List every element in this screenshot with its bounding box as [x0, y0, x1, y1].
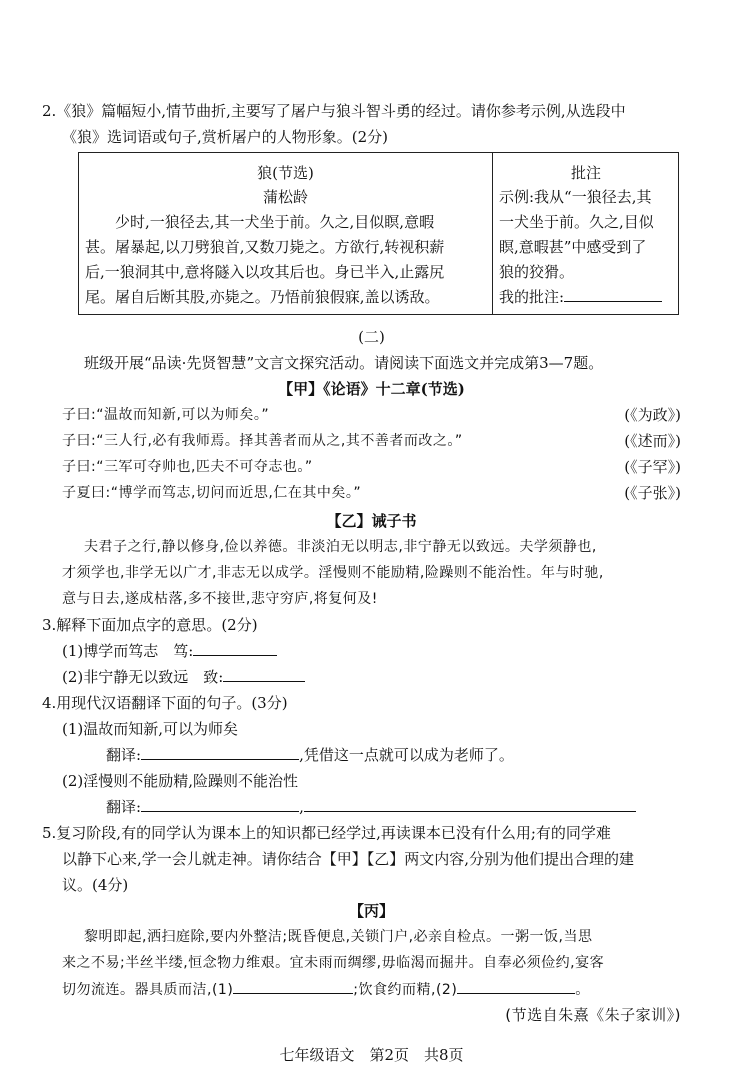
bing-line3-part1: 切勿流连。器具质而洁,(1)	[62, 982, 234, 998]
excerpt-author: 蒲松龄	[262, 188, 308, 206]
q4-translate-label-1: 翻译:	[106, 746, 142, 764]
jia-title: 【甲】《论语》十二章(节选)	[278, 380, 465, 398]
excerpt-cell	[79, 153, 493, 315]
q4-answer-blank-1[interactable]	[141, 745, 299, 760]
q2-line2: 《狼》选词语或句子,赏析屠户的人物形象。(2分)	[62, 128, 389, 146]
wolf-excerpt-table	[78, 152, 679, 315]
my-annotation-row	[499, 287, 662, 307]
bing-text-line: 来之不易;半丝半缕,恒念物力维艰。宜未雨而绸缪,毋临渴而掘井。自奉必须俭约,宴客	[62, 955, 605, 971]
q3-answer-blank-2[interactable]	[223, 667, 305, 682]
bing-line3-part2: ;饮食约而精,(2)	[353, 982, 458, 998]
section-intro: 班级开展“品读·先贤智慧”文言文探究活动。请阅读下面选文并完成第3—7题。	[84, 354, 604, 372]
bing-source: (节选自朱熹《朱子家训》)	[505, 1006, 681, 1024]
bing-line3-end: 。	[575, 982, 590, 998]
q4-translate-label-2: 翻译:	[106, 798, 142, 816]
annotation-example-line: 瞑,意暇甚”中感受到了	[499, 238, 647, 256]
analects-quote: 子曰:“三军可夺帅也,匹夫不可夺志也。”	[62, 459, 313, 475]
q3-answer-blank-1[interactable]	[193, 641, 277, 656]
q5-line3: 议。(4分)	[62, 876, 129, 894]
section-heading: (二)	[358, 328, 385, 346]
annotation-header: 批注	[570, 164, 601, 182]
excerpt-line: 少时,一狼径去,其一犬坐于前。久之,目似瞑,意暇	[115, 213, 435, 231]
q4-stem: 4.用现代汉语翻译下面的句子。(3分)	[42, 694, 288, 712]
bing-text-line-3	[62, 979, 590, 1000]
bing-title: 【丙】	[348, 902, 394, 920]
analects-source: (《为政》)	[624, 406, 681, 424]
q3-item2-label: (2)非宁静无以致远 致:	[62, 668, 224, 686]
analects-source: (《子张》)	[624, 484, 681, 502]
excerpt-line: 后,一狼洞其中,意将隧入以攻其后也。身已半入,止露尻	[85, 263, 445, 281]
q2-line1: 2.《狼》篇幅短小,情节曲折,主要写了屠户与狼斗智斗勇的经过。请你参考示例,从选段中	[42, 102, 626, 120]
q3-item2	[62, 667, 305, 687]
q4-answer-blank-2[interactable]	[141, 797, 299, 812]
q5-line2: 以静下心来,学一会儿就走神。请你结合【甲】【乙】两文内容,分别为他们提出合理的建	[62, 850, 635, 868]
q3-item1-label: (1)博学而笃志 笃:	[62, 642, 194, 660]
bing-answer-blank-1[interactable]	[233, 979, 353, 994]
excerpt-line: 尾。屠自后断其股,亦毙之。乃悟前狼假寐,盖以诱敌。	[85, 288, 440, 306]
yi-title: 【乙】诫子书	[326, 512, 417, 530]
annotation-example-line: 一犬坐于前。久之,目似	[499, 213, 654, 231]
yi-text-line: 才须学也,非学无以广才,非志无以成学。淫慢则不能励精,险躁则不能治性。年与时驰,	[62, 565, 604, 581]
q3-item1	[62, 641, 277, 661]
my-annotation-label: 我的批注:	[499, 288, 565, 306]
q4-item1: (1)温故而知新,可以为师矣	[62, 720, 239, 738]
q4-translation-1	[106, 745, 514, 765]
bing-answer-blank-2[interactable]	[457, 979, 575, 994]
analects-quote: 子夏曰:“博学而笃志,切问而近思,仁在其中矣。”	[62, 485, 362, 501]
analects-source: (《述而》)	[624, 432, 681, 450]
excerpt-title: 狼(节选)	[257, 164, 314, 182]
excerpt-line: 甚。屠暴起,以刀劈狼首,又数刀毙之。方欲行,转视积薪	[85, 238, 445, 256]
annotation-cell	[493, 153, 679, 315]
my-annotation-blank[interactable]	[564, 287, 662, 302]
q4-answer-blank-3[interactable]	[304, 797, 636, 812]
q3-stem: 3.解释下面加点字的意思。(2分)	[42, 616, 258, 634]
q4-translation-tail: ,凭借这一点就可以成为老师了。	[299, 746, 514, 764]
q5-line1: 5.复习阶段,有的同学认为课本上的知识都已经学过,再读课本已没有什么用;有的同学难	[42, 824, 611, 842]
bing-text-line: 黎明即起,洒扫庭除,要内外整洁;既昏便息,关锁门户,必亲自检点。一粥一饭,当思	[84, 929, 593, 945]
q4-item2: (2)淫慢则不能励精,险躁则不能治性	[62, 772, 299, 790]
yi-text-line: 夫君子之行,静以修身,俭以养德。非淡泊无以明志,非宁静无以致远。夫学须静也,	[84, 539, 597, 555]
analects-quote: 子曰:“温故而知新,可以为师矣。”	[62, 407, 270, 423]
analects-source: (《子罕》)	[624, 458, 681, 476]
q4-translation-2	[106, 797, 636, 817]
analects-quote: 子曰:“三人行,必有我师焉。择其善者而从之,其不善者而改之。”	[62, 433, 463, 449]
annotation-example-line: 示例:我从“一狼径去,其	[499, 188, 652, 206]
q4-comma: ,	[299, 798, 304, 816]
page-footer: 七年级语文 第2页 共8页	[279, 1046, 464, 1064]
yi-text-line: 意与日去,遂成枯落,多不接世,悲守穷庐,将复何及!	[62, 591, 378, 607]
annotation-example-line: 狼的狡猾。	[499, 263, 575, 281]
